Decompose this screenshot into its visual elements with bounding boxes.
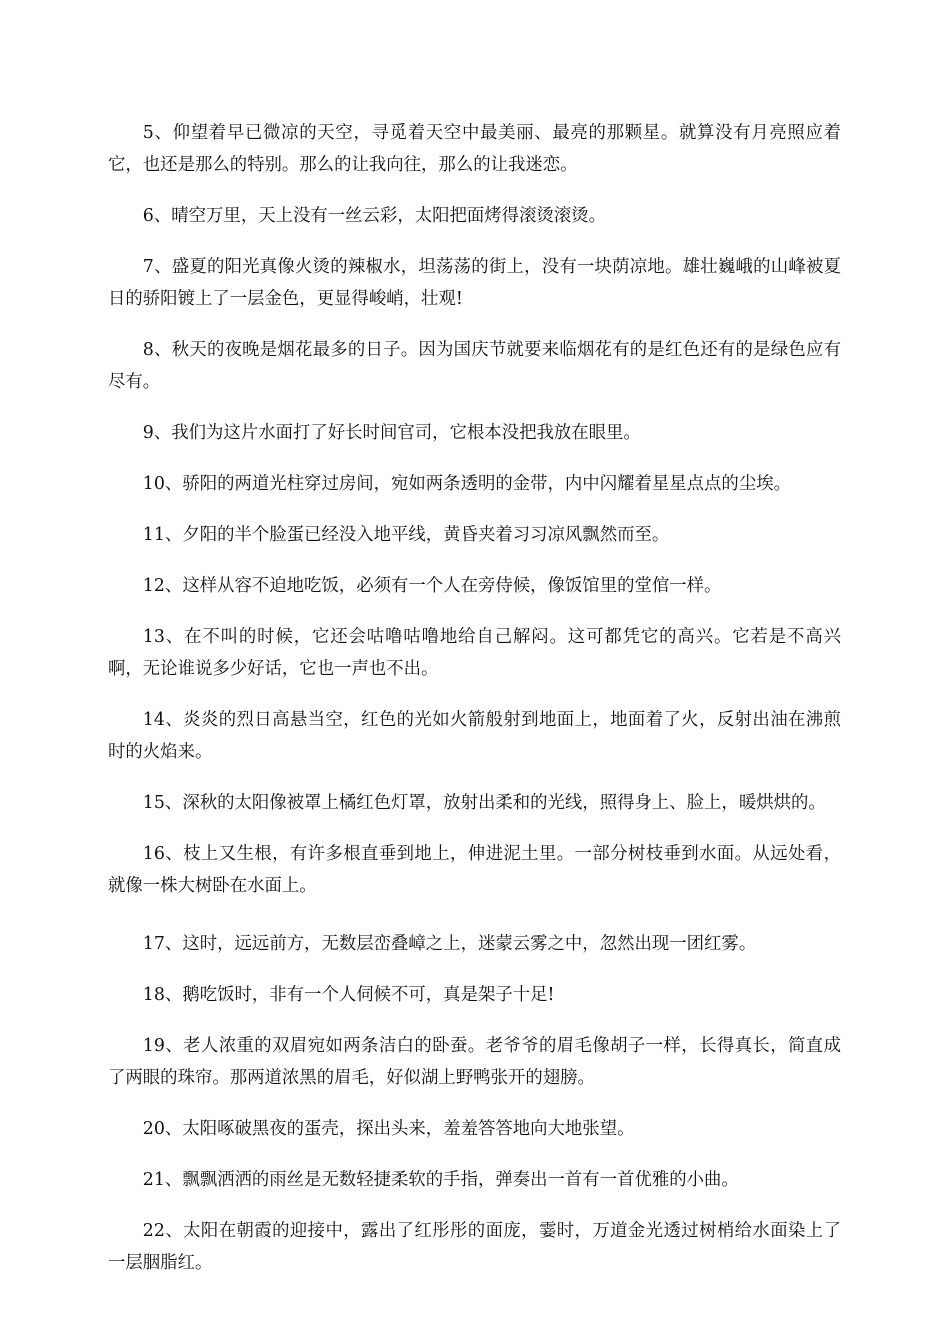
paragraph-22: 22、太阳在朝霞的迎接中，露出了红彤彤的面庞，霎时，万道金光透过树梢给水面染上了一层胭脂红。 [108, 1221, 841, 1273]
paragraph-8: 8、秋天的夜晚是烟花最多的日子。因为国庆节就要来临烟花有的是红色还有的是绿色应有尽有。 [108, 340, 841, 392]
paragraph-11: 11、夕阳的半个脸蛋已经没入地平线，黄昏夹着习习凉风飘然而至。 [142, 525, 670, 545]
paragraph-6: 6、晴空万里，天上没有一丝云彩，太阳把面烤得滚烫滚烫。 [142, 206, 607, 226]
paragraph-15: 15、深秋的太阳像被罩上橘红色灯罩，放射出柔和的光线，照得身上、脸上，暖烘烘的。 [142, 793, 826, 813]
paragraph-5: 5、仰望着早已微凉的天空，寻觅着天空中最美丽、最亮的那颗星。就算没有月亮照应着它，也还是那么的特别。那么的让我向往，那么的让我迷恋。 [108, 123, 841, 175]
paragraph-14: 14、炎炎的烈日高悬当空，红色的光如火箭般射到地面上，地面着了火，反射出油在沸煎时的火焰来。 [108, 710, 841, 762]
document-body [108, 117, 841, 1298]
paragraph-21: 21、飘飘洒洒的雨丝是无数轻捷柔软的手指，弹奏出一首有一首优雅的小曲。 [142, 1170, 739, 1190]
paragraph-13: 13、在不叫的时候，它还会咕噜咕噜地给自己解闷。这可都凭它的高兴。它若是不高兴啊，无论谁说多少好话，它也一声也不出。 [108, 627, 841, 679]
paragraph-20: 20、太阳啄破黑夜的蛋壳，探出头来，羞羞答答地向大地张望。 [142, 1119, 635, 1139]
paragraph-10: 10、骄阳的两道光柱穿过房间，宛如两条透明的金带，内中闪耀着星星点点的尘埃。 [142, 474, 791, 494]
paragraph-12: 12、这样从容不迫地吃饭，必须有一个人在旁侍候，像饭馆里的堂倌一样。 [142, 576, 722, 596]
paragraph-18: 18、鹅吃饭时，非有一个人伺候不可，真是架子十足! [142, 985, 555, 1005]
paragraph-16: 16、枝上又生根，有许多根直垂到地上，伸进泥土里。一部分树枝垂到水面。从远处看，就像一株大树卧在水面上。 [108, 844, 841, 896]
paragraph-9: 9、我们为这片水面打了好长时间官司，它根本没把我放在眼里。 [142, 423, 641, 443]
paragraph-17: 17、这时，远远前方，无数层峦叠嶂之上，迷蒙云雾之中，忽然出现一团红雾。 [142, 934, 757, 954]
paragraph-19: 19、老人浓重的双眉宛如两条洁白的卧蚕。老爷爷的眉毛像胡子一样，长得真长，简直成了两眼的珠帘。那两道浓黑的眉毛，好似湖上野鸭张开的翅膀。 [108, 1036, 841, 1088]
paragraph-7: 7、盛夏的阳光真像火烫的辣椒水，坦荡荡的街上，没有一块荫凉地。雄壮巍峨的山峰被夏日的骄阳镀上了一层金色，更显得峻峭，壮观! [108, 257, 841, 309]
